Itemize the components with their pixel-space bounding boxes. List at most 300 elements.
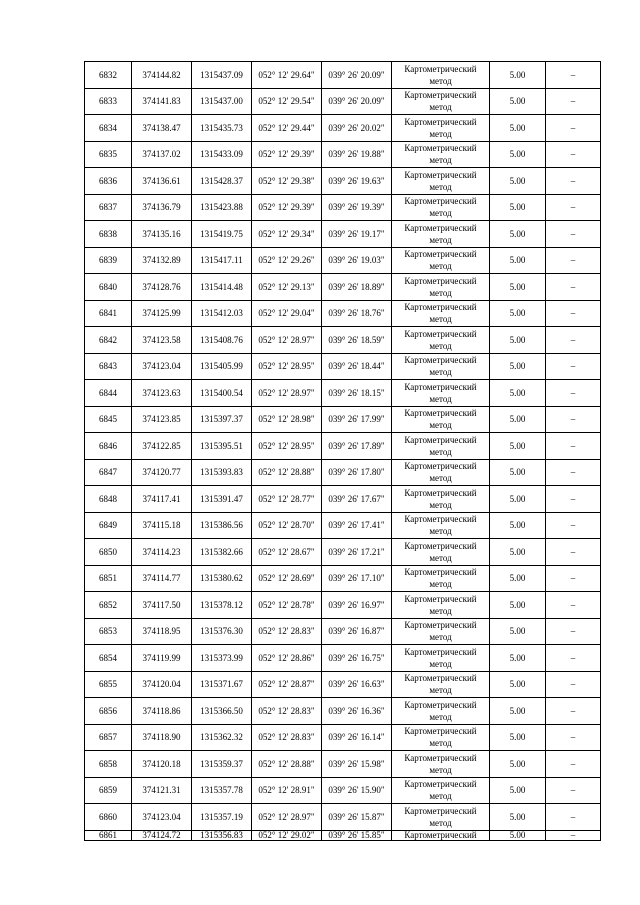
method-line-1: Картометрический bbox=[404, 726, 477, 737]
method-line-2: метод bbox=[429, 340, 452, 351]
note-cell: – bbox=[546, 327, 601, 354]
accuracy-cell: 5.00 bbox=[490, 353, 546, 380]
x-coordinate-cell: 374123.85 bbox=[132, 406, 192, 433]
method-cell bbox=[392, 221, 490, 248]
y-coordinate-cell: 1315366.50 bbox=[192, 698, 252, 725]
note-cell: – bbox=[546, 486, 601, 513]
latitude-cell: 052° 12' 29.13" bbox=[252, 274, 322, 301]
y-coordinate-cell: 1315362.32 bbox=[192, 724, 252, 751]
method-line-2: метод bbox=[429, 605, 452, 616]
point-number-cell: 6847 bbox=[85, 459, 132, 486]
coordinates-table bbox=[84, 61, 601, 841]
note-cell: – bbox=[546, 62, 601, 89]
method-line-1: Картометрический bbox=[404, 116, 477, 127]
y-coordinate-cell: 1315412.03 bbox=[192, 300, 252, 327]
y-coordinate-cell: 1315376.30 bbox=[192, 618, 252, 645]
longitude-cell: 039° 26' 18.59" bbox=[322, 327, 392, 354]
note-cell: – bbox=[546, 671, 601, 698]
x-coordinate-cell: 374118.90 bbox=[132, 724, 192, 751]
method-cell bbox=[392, 618, 490, 645]
method-line-1: Картометрический bbox=[404, 646, 477, 657]
method-line-1: Картометрический bbox=[404, 593, 477, 604]
point-number-cell: 6836 bbox=[85, 168, 132, 195]
x-coordinate-cell: 374135.16 bbox=[132, 221, 192, 248]
table-row bbox=[85, 221, 601, 248]
latitude-cell: 052° 12' 28.95" bbox=[252, 433, 322, 460]
method-cell bbox=[392, 433, 490, 460]
point-number-cell: 6854 bbox=[85, 645, 132, 672]
x-coordinate-cell: 374123.58 bbox=[132, 327, 192, 354]
point-number-cell: 6842 bbox=[85, 327, 132, 354]
accuracy-cell: 5.00 bbox=[490, 698, 546, 725]
method-line-2: метод bbox=[429, 711, 452, 722]
note-cell: – bbox=[546, 565, 601, 592]
method-cell bbox=[392, 406, 490, 433]
x-coordinate-cell: 374124.72 bbox=[132, 830, 192, 840]
point-number-cell: 6861 bbox=[85, 830, 132, 840]
method-cell bbox=[392, 88, 490, 115]
accuracy-cell: 5.00 bbox=[490, 645, 546, 672]
accuracy-cell: 5.00 bbox=[490, 300, 546, 327]
x-coordinate-cell: 374117.50 bbox=[132, 592, 192, 619]
note-cell: – bbox=[546, 88, 601, 115]
latitude-cell: 052° 12' 29.02" bbox=[252, 830, 322, 840]
latitude-cell: 052° 12' 28.78" bbox=[252, 592, 322, 619]
point-number-cell: 6851 bbox=[85, 565, 132, 592]
longitude-cell: 039° 26' 17.21" bbox=[322, 539, 392, 566]
x-coordinate-cell: 374120.77 bbox=[132, 459, 192, 486]
longitude-cell: 039° 26' 16.63" bbox=[322, 671, 392, 698]
point-number-cell: 6832 bbox=[85, 62, 132, 89]
method-cell bbox=[392, 353, 490, 380]
y-coordinate-cell: 1315357.19 bbox=[192, 804, 252, 831]
latitude-cell: 052° 12' 28.91" bbox=[252, 777, 322, 804]
table-row bbox=[85, 88, 601, 115]
latitude-cell: 052° 12' 28.70" bbox=[252, 512, 322, 539]
y-coordinate-cell: 1315386.56 bbox=[192, 512, 252, 539]
table-row bbox=[85, 327, 601, 354]
method-line-2: метод bbox=[429, 499, 452, 510]
accuracy-cell: 5.00 bbox=[490, 777, 546, 804]
method-line-1: Картометрический bbox=[404, 779, 477, 790]
longitude-cell: 039° 26' 19.39" bbox=[322, 194, 392, 221]
note-cell: – bbox=[546, 751, 601, 778]
method-cell bbox=[392, 804, 490, 831]
y-coordinate-cell: 1315419.75 bbox=[192, 221, 252, 248]
latitude-cell: 052° 12' 28.95" bbox=[252, 353, 322, 380]
table-row bbox=[85, 194, 601, 221]
method-line-2: метод bbox=[429, 685, 452, 696]
accuracy-cell: 5.00 bbox=[490, 512, 546, 539]
method-line-1: Картометрический bbox=[404, 328, 477, 339]
latitude-cell: 052° 12' 28.83" bbox=[252, 698, 322, 725]
accuracy-cell: 5.00 bbox=[490, 274, 546, 301]
method-line-1: Картометрический bbox=[404, 249, 477, 260]
longitude-cell: 039° 26' 15.90" bbox=[322, 777, 392, 804]
note-cell: – bbox=[546, 512, 601, 539]
method-line-2: метод bbox=[429, 102, 452, 113]
longitude-cell: 039° 26' 15.85" bbox=[322, 830, 392, 840]
accuracy-cell: 5.00 bbox=[490, 168, 546, 195]
longitude-cell: 039° 26' 15.87" bbox=[322, 804, 392, 831]
y-coordinate-cell: 1315405.99 bbox=[192, 353, 252, 380]
latitude-cell: 052° 12' 28.97" bbox=[252, 327, 322, 354]
longitude-cell: 039° 26' 19.88" bbox=[322, 141, 392, 168]
longitude-cell: 039° 26' 17.99" bbox=[322, 406, 392, 433]
table-row bbox=[85, 777, 601, 804]
longitude-cell: 039° 26' 19.03" bbox=[322, 247, 392, 274]
latitude-cell: 052° 12' 28.83" bbox=[252, 618, 322, 645]
longitude-cell: 039° 26' 20.09" bbox=[322, 88, 392, 115]
x-coordinate-cell: 374136.61 bbox=[132, 168, 192, 195]
x-coordinate-cell: 374120.18 bbox=[132, 751, 192, 778]
latitude-cell: 052° 12' 28.77" bbox=[252, 486, 322, 513]
note-cell: – bbox=[546, 433, 601, 460]
latitude-cell: 052° 12' 29.39" bbox=[252, 141, 322, 168]
point-number-cell: 6855 bbox=[85, 671, 132, 698]
method-line-1: Картометрический bbox=[404, 355, 477, 366]
note-cell: – bbox=[546, 830, 601, 840]
accuracy-cell: 5.00 bbox=[490, 618, 546, 645]
method-line-2: метод bbox=[429, 632, 452, 643]
method-cell bbox=[392, 777, 490, 804]
table-row bbox=[85, 486, 601, 513]
method-cell bbox=[392, 539, 490, 566]
method-line-2: метод bbox=[429, 367, 452, 378]
note-cell: – bbox=[546, 592, 601, 619]
latitude-cell: 052° 12' 28.98" bbox=[252, 406, 322, 433]
table-row bbox=[85, 380, 601, 407]
latitude-cell: 052° 12' 29.26" bbox=[252, 247, 322, 274]
latitude-cell: 052° 12' 28.83" bbox=[252, 724, 322, 751]
note-cell: – bbox=[546, 459, 601, 486]
longitude-cell: 039° 26' 17.41" bbox=[322, 512, 392, 539]
method-cell bbox=[392, 247, 490, 274]
method-line-1: Картометрический bbox=[404, 752, 477, 763]
point-number-cell: 6835 bbox=[85, 141, 132, 168]
accuracy-cell: 5.00 bbox=[490, 804, 546, 831]
accuracy-cell: 5.00 bbox=[490, 459, 546, 486]
y-coordinate-cell: 1315378.12 bbox=[192, 592, 252, 619]
x-coordinate-cell: 374123.04 bbox=[132, 804, 192, 831]
method-cell bbox=[392, 380, 490, 407]
note-cell: – bbox=[546, 247, 601, 274]
longitude-cell: 039° 26' 20.02" bbox=[322, 115, 392, 142]
note-cell: – bbox=[546, 724, 601, 751]
method-cell bbox=[392, 512, 490, 539]
point-number-cell: 6846 bbox=[85, 433, 132, 460]
note-cell: – bbox=[546, 194, 601, 221]
table-row bbox=[85, 618, 601, 645]
longitude-cell: 039° 26' 17.89" bbox=[322, 433, 392, 460]
table-row bbox=[85, 751, 601, 778]
method-line-1: Картометрический bbox=[404, 275, 477, 286]
x-coordinate-cell: 374118.86 bbox=[132, 698, 192, 725]
table-row bbox=[85, 539, 601, 566]
longitude-cell: 039° 26' 17.80" bbox=[322, 459, 392, 486]
x-coordinate-cell: 374125.99 bbox=[132, 300, 192, 327]
method-line-2: метод bbox=[429, 314, 452, 325]
y-coordinate-cell: 1315371.67 bbox=[192, 671, 252, 698]
y-coordinate-cell: 1315423.88 bbox=[192, 194, 252, 221]
note-cell: – bbox=[546, 168, 601, 195]
x-coordinate-cell: 374121.31 bbox=[132, 777, 192, 804]
longitude-cell: 039° 26' 18.76" bbox=[322, 300, 392, 327]
method-line-2: метод bbox=[429, 446, 452, 457]
method-line-2: метод bbox=[429, 208, 452, 219]
method-line-1: Картометрический bbox=[404, 540, 477, 551]
method-line-2: метод bbox=[429, 181, 452, 192]
method-line-2: метод bbox=[429, 75, 452, 86]
x-coordinate-cell: 374132.89 bbox=[132, 247, 192, 274]
longitude-cell: 039° 26' 18.89" bbox=[322, 274, 392, 301]
method-line-1: Картометрический bbox=[404, 514, 477, 525]
x-coordinate-cell: 374119.99 bbox=[132, 645, 192, 672]
x-coordinate-cell: 374123.63 bbox=[132, 380, 192, 407]
y-coordinate-cell: 1315356.83 bbox=[192, 830, 252, 840]
latitude-cell: 052° 12' 28.97" bbox=[252, 804, 322, 831]
y-coordinate-cell: 1315382.66 bbox=[192, 539, 252, 566]
method-line-2: метод bbox=[429, 526, 452, 537]
x-coordinate-cell: 374138.47 bbox=[132, 115, 192, 142]
x-coordinate-cell: 374117.41 bbox=[132, 486, 192, 513]
point-number-cell: 6843 bbox=[85, 353, 132, 380]
point-number-cell: 6848 bbox=[85, 486, 132, 513]
method-line-1: Картометрический bbox=[404, 805, 477, 816]
method-line-2: метод bbox=[429, 473, 452, 484]
method-line-1: Картометрический bbox=[404, 699, 477, 710]
method-line-2: метод bbox=[429, 261, 452, 272]
y-coordinate-cell: 1315435.73 bbox=[192, 115, 252, 142]
y-coordinate-cell: 1315391.47 bbox=[192, 486, 252, 513]
latitude-cell: 052° 12' 29.34" bbox=[252, 221, 322, 248]
x-coordinate-cell: 374136.79 bbox=[132, 194, 192, 221]
method-line-1: Картометрический bbox=[404, 567, 477, 578]
method-line-2: метод bbox=[429, 393, 452, 404]
method-line-2: метод bbox=[429, 791, 452, 802]
method-line-2: метод bbox=[429, 287, 452, 298]
longitude-cell: 039° 26' 16.75" bbox=[322, 645, 392, 672]
x-coordinate-cell: 374120.04 bbox=[132, 671, 192, 698]
table-row bbox=[85, 353, 601, 380]
method-line-2: метод bbox=[429, 817, 452, 828]
y-coordinate-cell: 1315437.00 bbox=[192, 88, 252, 115]
method-line-1: Картометрический bbox=[404, 222, 477, 233]
method-cell bbox=[392, 141, 490, 168]
accuracy-cell: 5.00 bbox=[490, 486, 546, 513]
table-row bbox=[85, 300, 601, 327]
method-line-1: Картометрический bbox=[404, 143, 477, 154]
note-cell: – bbox=[546, 777, 601, 804]
accuracy-cell: 5.00 bbox=[490, 830, 546, 840]
point-number-cell: 6860 bbox=[85, 804, 132, 831]
table-row bbox=[85, 592, 601, 619]
latitude-cell: 052° 12' 28.67" bbox=[252, 539, 322, 566]
y-coordinate-cell: 1315428.37 bbox=[192, 168, 252, 195]
method-cell bbox=[392, 62, 490, 89]
x-coordinate-cell: 374123.04 bbox=[132, 353, 192, 380]
accuracy-cell: 5.00 bbox=[490, 433, 546, 460]
latitude-cell: 052° 12' 29.39" bbox=[252, 194, 322, 221]
method-line-1: Картометрический bbox=[404, 169, 477, 180]
y-coordinate-cell: 1315395.51 bbox=[192, 433, 252, 460]
method-line-2: метод bbox=[429, 128, 452, 139]
method-line-2: метод bbox=[429, 552, 452, 563]
method-line-1: Картометрический bbox=[404, 196, 477, 207]
table-row bbox=[85, 406, 601, 433]
y-coordinate-cell: 1315400.54 bbox=[192, 380, 252, 407]
method-line-2: метод bbox=[429, 764, 452, 775]
point-number-cell: 6856 bbox=[85, 698, 132, 725]
table-row bbox=[85, 459, 601, 486]
method-cell bbox=[392, 274, 490, 301]
accuracy-cell: 5.00 bbox=[490, 751, 546, 778]
method-line-2: метод bbox=[429, 738, 452, 749]
method-cell bbox=[392, 592, 490, 619]
accuracy-cell: 5.00 bbox=[490, 327, 546, 354]
table-row bbox=[85, 804, 601, 831]
note-cell: – bbox=[546, 539, 601, 566]
note-cell: – bbox=[546, 380, 601, 407]
method-line-1: Картометрический bbox=[404, 63, 477, 74]
table-body bbox=[85, 62, 601, 841]
point-number-cell: 6840 bbox=[85, 274, 132, 301]
latitude-cell: 052° 12' 29.38" bbox=[252, 168, 322, 195]
accuracy-cell: 5.00 bbox=[490, 671, 546, 698]
note-cell: – bbox=[546, 115, 601, 142]
x-coordinate-cell: 374118.95 bbox=[132, 618, 192, 645]
method-cell bbox=[392, 327, 490, 354]
point-number-cell: 6850 bbox=[85, 539, 132, 566]
point-number-cell: 6839 bbox=[85, 247, 132, 274]
method-line-1: Картометрический bbox=[404, 381, 477, 392]
y-coordinate-cell: 1315408.76 bbox=[192, 327, 252, 354]
table-row bbox=[85, 671, 601, 698]
point-number-cell: 6857 bbox=[85, 724, 132, 751]
table-row bbox=[85, 141, 601, 168]
x-coordinate-cell: 374122.85 bbox=[132, 433, 192, 460]
method-line-1: Картометрический bbox=[404, 434, 477, 445]
method-cell bbox=[392, 194, 490, 221]
method-cell bbox=[392, 115, 490, 142]
table-row bbox=[85, 565, 601, 592]
method-line-2: метод bbox=[429, 658, 452, 669]
x-coordinate-cell: 374114.23 bbox=[132, 539, 192, 566]
method-line-1: Картометрический bbox=[404, 487, 477, 498]
method-cell bbox=[392, 698, 490, 725]
longitude-cell: 039° 26' 17.10" bbox=[322, 565, 392, 592]
accuracy-cell: 5.00 bbox=[490, 406, 546, 433]
y-coordinate-cell: 1315359.37 bbox=[192, 751, 252, 778]
latitude-cell: 052° 12' 29.64" bbox=[252, 62, 322, 89]
method-cell bbox=[392, 671, 490, 698]
method-line-2: метод bbox=[429, 420, 452, 431]
point-number-cell: 6841 bbox=[85, 300, 132, 327]
x-coordinate-cell: 374115.18 bbox=[132, 512, 192, 539]
y-coordinate-cell: 1315437.09 bbox=[192, 62, 252, 89]
point-number-cell: 6845 bbox=[85, 406, 132, 433]
point-number-cell: 6834 bbox=[85, 115, 132, 142]
accuracy-cell: 5.00 bbox=[490, 539, 546, 566]
latitude-cell: 052° 12' 29.04" bbox=[252, 300, 322, 327]
latitude-cell: 052° 12' 29.44" bbox=[252, 115, 322, 142]
accuracy-cell: 5.00 bbox=[490, 724, 546, 751]
point-number-cell: 6838 bbox=[85, 221, 132, 248]
latitude-cell: 052° 12' 28.69" bbox=[252, 565, 322, 592]
accuracy-cell: 5.00 bbox=[490, 380, 546, 407]
latitude-cell: 052° 12' 28.88" bbox=[252, 459, 322, 486]
point-number-cell: 6849 bbox=[85, 512, 132, 539]
note-cell: – bbox=[546, 618, 601, 645]
note-cell: – bbox=[546, 141, 601, 168]
table-row bbox=[85, 698, 601, 725]
accuracy-cell: 5.00 bbox=[490, 194, 546, 221]
longitude-cell: 039° 26' 15.98" bbox=[322, 751, 392, 778]
table-row bbox=[85, 247, 601, 274]
note-cell: – bbox=[546, 300, 601, 327]
method-line-1: Картометрический bbox=[404, 302, 477, 313]
note-cell: – bbox=[546, 353, 601, 380]
y-coordinate-cell: 1315433.09 bbox=[192, 141, 252, 168]
note-cell: – bbox=[546, 406, 601, 433]
x-coordinate-cell: 374128.76 bbox=[132, 274, 192, 301]
y-coordinate-cell: 1315414.48 bbox=[192, 274, 252, 301]
x-coordinate-cell: 374114.77 bbox=[132, 565, 192, 592]
point-number-cell: 6833 bbox=[85, 88, 132, 115]
longitude-cell: 039° 26' 16.97" bbox=[322, 592, 392, 619]
accuracy-cell: 5.00 bbox=[490, 115, 546, 142]
table-row bbox=[85, 433, 601, 460]
accuracy-cell: 5.00 bbox=[490, 592, 546, 619]
y-coordinate-cell: 1315357.78 bbox=[192, 777, 252, 804]
longitude-cell: 039° 26' 18.44" bbox=[322, 353, 392, 380]
note-cell: – bbox=[546, 274, 601, 301]
method-cell bbox=[392, 486, 490, 513]
longitude-cell: 039° 26' 19.17" bbox=[322, 221, 392, 248]
table-row bbox=[85, 115, 601, 142]
method-line-1: Картометрический bbox=[404, 673, 477, 684]
note-cell: – bbox=[546, 804, 601, 831]
point-number-cell: 6852 bbox=[85, 592, 132, 619]
y-coordinate-cell: 1315373.99 bbox=[192, 645, 252, 672]
method-cell bbox=[392, 724, 490, 751]
longitude-cell: 039° 26' 19.63" bbox=[322, 168, 392, 195]
method-line-1: Картометрический bbox=[404, 90, 477, 101]
method-line-2: метод bbox=[429, 234, 452, 245]
accuracy-cell: 5.00 bbox=[490, 221, 546, 248]
table-row bbox=[85, 62, 601, 89]
table-row bbox=[85, 274, 601, 301]
accuracy-cell: 5.00 bbox=[490, 565, 546, 592]
longitude-cell: 039° 26' 18.15" bbox=[322, 380, 392, 407]
point-number-cell: 6853 bbox=[85, 618, 132, 645]
method-cell bbox=[392, 168, 490, 195]
method-cell bbox=[392, 459, 490, 486]
latitude-cell: 052° 12' 28.88" bbox=[252, 751, 322, 778]
note-cell: – bbox=[546, 698, 601, 725]
method-cell bbox=[392, 830, 490, 840]
note-cell: – bbox=[546, 645, 601, 672]
point-number-cell: 6837 bbox=[85, 194, 132, 221]
latitude-cell: 052° 12' 28.86" bbox=[252, 645, 322, 672]
method-line-1: Картометрический bbox=[404, 408, 477, 419]
method-cell bbox=[392, 645, 490, 672]
latitude-cell: 052° 12' 28.97" bbox=[252, 380, 322, 407]
table-row bbox=[85, 512, 601, 539]
method-line-1: Картометрический bbox=[404, 830, 477, 840]
longitude-cell: 039° 26' 16.87" bbox=[322, 618, 392, 645]
y-coordinate-cell: 1315397.37 bbox=[192, 406, 252, 433]
